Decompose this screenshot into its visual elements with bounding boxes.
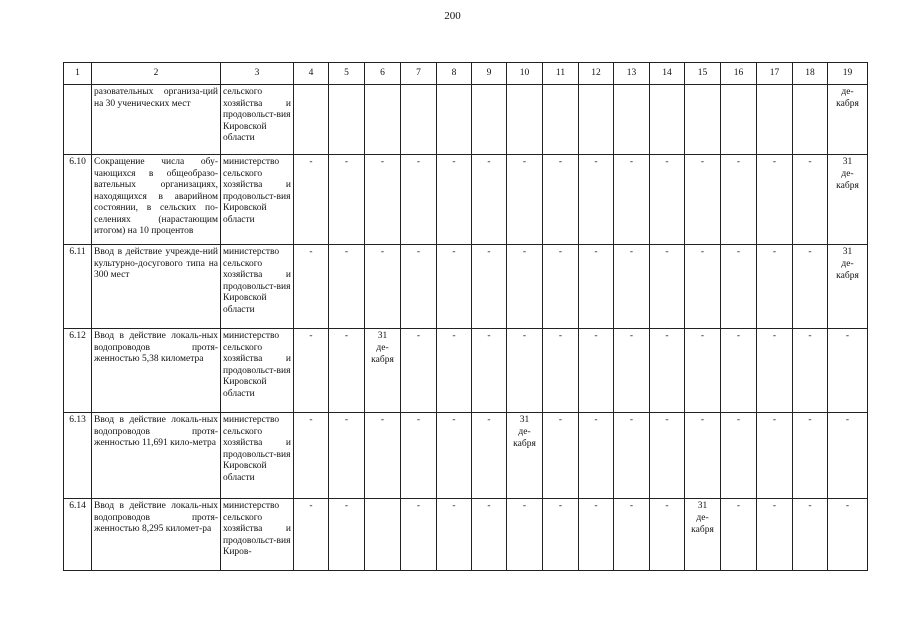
- period-cell-19: -: [828, 499, 868, 571]
- period-cell-18: -: [793, 499, 828, 571]
- period-cell-7: -: [401, 413, 437, 499]
- column-header-13: 13: [614, 63, 650, 85]
- column-header-15: 15: [685, 63, 721, 85]
- period-cell-15: [685, 499, 721, 571]
- period-cell-13: -: [614, 329, 650, 413]
- period-cell-14: -: [650, 155, 685, 245]
- period-cell-7: -: [401, 329, 437, 413]
- period-cell-9: -: [472, 499, 507, 571]
- deadline-text: кабря: [836, 98, 859, 109]
- period-cell-5: -: [329, 413, 365, 499]
- period-cell-10: -: [507, 499, 543, 571]
- period-cell-13: -: [614, 155, 650, 245]
- period-cell-10: [507, 413, 543, 499]
- column-header-8: 8: [437, 63, 472, 85]
- deadline-text: кабря: [691, 524, 714, 535]
- period-cell-13: -: [614, 413, 650, 499]
- period-cell-8: -: [437, 499, 472, 571]
- period-cell-14: -: [650, 245, 685, 329]
- period-cell-16: -: [721, 155, 757, 245]
- period-cell-9: [472, 85, 507, 155]
- period-cell-11: [543, 85, 579, 155]
- column-header-1: 1: [64, 63, 92, 85]
- column-header-3: 3: [221, 63, 294, 85]
- period-cell-8: -: [437, 329, 472, 413]
- row-number: 6.13: [64, 413, 92, 499]
- period-cell-5: -: [329, 329, 365, 413]
- period-cell-6: [365, 85, 401, 155]
- period-cell-16: -: [721, 499, 757, 571]
- table-row: [64, 499, 868, 571]
- period-cell-12: -: [579, 499, 614, 571]
- period-cell-9: -: [472, 245, 507, 329]
- deadline-text: де-: [376, 342, 389, 353]
- period-cell-15: -: [685, 245, 721, 329]
- period-cell-14: [650, 85, 685, 155]
- column-header-12: 12: [579, 63, 614, 85]
- table-row: [64, 413, 868, 499]
- period-cell-8: [437, 85, 472, 155]
- period-cell-4: -: [294, 413, 329, 499]
- activity-name: Ввод в действие локаль-ных водопроводов протя-женностью 5,38 километра: [92, 329, 221, 413]
- activity-name: Ввод в действие учрежде-ний культурно-досугового типа на 300 мест: [92, 245, 221, 329]
- period-cell-5: [329, 85, 365, 155]
- period-cell-13: [614, 85, 650, 155]
- row-number: [64, 85, 92, 155]
- period-cell-5: -: [329, 499, 365, 571]
- period-cell-9: -: [472, 329, 507, 413]
- deadline-text: де-: [841, 87, 854, 97]
- period-cell-11: -: [543, 329, 579, 413]
- period-cell-17: -: [757, 499, 793, 571]
- column-header-16: 16: [721, 63, 757, 85]
- table-row: [64, 85, 868, 155]
- period-cell-11: -: [543, 499, 579, 571]
- period-cell-15: [685, 85, 721, 155]
- deadline-text: 31: [842, 157, 853, 167]
- deadline-text: кабря: [371, 354, 394, 365]
- period-cell-4: -: [294, 329, 329, 413]
- activity-name: Ввод в действие локаль-ных водопроводов протя-женностью 11,691 кило-метра: [92, 413, 221, 499]
- period-cell-12: [579, 85, 614, 155]
- period-cell-12: -: [579, 245, 614, 329]
- deadline-text: кабря: [513, 438, 536, 449]
- period-cell-15: -: [685, 155, 721, 245]
- period-cell-12: -: [579, 413, 614, 499]
- period-cell-16: -: [721, 413, 757, 499]
- period-cell-18: -: [793, 155, 828, 245]
- period-cell-14: -: [650, 329, 685, 413]
- period-cell-16: -: [721, 245, 757, 329]
- period-cell-19: -: [828, 413, 868, 499]
- deadline-text: кабря: [836, 180, 859, 191]
- period-cell-7: [401, 85, 437, 155]
- period-cell-19: [828, 85, 868, 155]
- period-cell-12: -: [579, 329, 614, 413]
- row-number: 6.12: [64, 329, 92, 413]
- table-row: [64, 329, 868, 413]
- period-cell-7: -: [401, 499, 437, 571]
- deadline-text: кабря: [836, 270, 859, 281]
- period-cell-9: -: [472, 155, 507, 245]
- table-body: [64, 85, 868, 571]
- period-cell-4: -: [294, 155, 329, 245]
- deadline-text: 31: [519, 415, 530, 425]
- period-cell-19: -: [828, 329, 868, 413]
- deadline-text: де-: [518, 426, 531, 437]
- period-cell-11: -: [543, 245, 579, 329]
- period-cell-11: -: [543, 413, 579, 499]
- period-cell-17: [757, 85, 793, 155]
- period-cell-18: -: [793, 329, 828, 413]
- table-row: [64, 245, 868, 329]
- activity-name: Ввод в действие локаль-ных водопроводов протя-женностью 8,295 километ-ра: [92, 499, 221, 571]
- table-row: [64, 155, 868, 245]
- period-cell-10: -: [507, 245, 543, 329]
- activity-name: Сокращение числа обу-чающихся в общеобразо-вательных организациях, находящихся в аварийном состоянии, в сельских по-селениях (нарастающим итогом) на 10 процентов: [92, 155, 221, 245]
- deadline-text: 31: [842, 247, 853, 257]
- deadline-text: де-: [841, 258, 854, 269]
- period-cell-11: -: [543, 155, 579, 245]
- column-header-2: 2: [92, 63, 221, 85]
- executor: министерство сельского хозяйства и продовольст-вия Киров-: [221, 499, 294, 571]
- executor: министерство сельского хозяйства и продовольст-вия Кировской области: [221, 155, 294, 245]
- column-header-19: 19: [828, 63, 868, 85]
- period-cell-7: -: [401, 245, 437, 329]
- executor: сельского хозяйства и продовольст-вия Кировской области: [221, 85, 294, 155]
- period-cell-8: -: [437, 155, 472, 245]
- period-cell-14: -: [650, 499, 685, 571]
- period-cell-10: -: [507, 155, 543, 245]
- period-cell-5: -: [329, 155, 365, 245]
- period-cell-13: -: [614, 499, 650, 571]
- deadline-text: де-: [841, 168, 854, 179]
- period-cell-4: -: [294, 499, 329, 571]
- period-cell-16: [721, 85, 757, 155]
- period-cell-10: -: [507, 329, 543, 413]
- period-cell-6: -: [365, 155, 401, 245]
- schedule-table: [63, 62, 868, 571]
- period-cell-18: -: [793, 245, 828, 329]
- period-cell-16: -: [721, 329, 757, 413]
- row-number: 6.14: [64, 499, 92, 571]
- column-header-5: 5: [329, 63, 365, 85]
- period-cell-19: [828, 245, 868, 329]
- deadline-text: 31: [697, 501, 708, 511]
- table-header-row: [64, 63, 868, 85]
- column-header-11: 11: [543, 63, 579, 85]
- column-header-6: 6: [365, 63, 401, 85]
- period-cell-17: -: [757, 245, 793, 329]
- column-header-4: 4: [294, 63, 329, 85]
- period-cell-6: [365, 499, 401, 571]
- period-cell-6: -: [365, 413, 401, 499]
- deadline-text: де-: [696, 512, 709, 523]
- period-cell-18: -: [793, 413, 828, 499]
- row-number: 6.10: [64, 155, 92, 245]
- period-cell-15: -: [685, 329, 721, 413]
- column-header-9: 9: [472, 63, 507, 85]
- row-number: 6.11: [64, 245, 92, 329]
- period-cell-4: [294, 85, 329, 155]
- column-header-18: 18: [793, 63, 828, 85]
- activity-name: разовательных организа-ций на 30 ученических мест: [92, 85, 221, 155]
- period-cell-8: -: [437, 413, 472, 499]
- period-cell-19: [828, 155, 868, 245]
- period-cell-14: -: [650, 413, 685, 499]
- period-cell-13: -: [614, 245, 650, 329]
- executor: министерство сельского хозяйства и продовольст-вия Кировской области: [221, 329, 294, 413]
- period-cell-6: -: [365, 245, 401, 329]
- column-header-7: 7: [401, 63, 437, 85]
- column-header-14: 14: [650, 63, 685, 85]
- period-cell-5: -: [329, 245, 365, 329]
- deadline-text: 31: [377, 331, 388, 341]
- period-cell-18: [793, 85, 828, 155]
- column-header-17: 17: [757, 63, 793, 85]
- column-header-10: 10: [507, 63, 543, 85]
- period-cell-12: -: [579, 155, 614, 245]
- executor: министерство сельского хозяйства и продовольст-вия Кировской области: [221, 413, 294, 499]
- period-cell-15: -: [685, 413, 721, 499]
- page-number: 200: [444, 10, 461, 22]
- period-cell-6: [365, 329, 401, 413]
- period-cell-10: [507, 85, 543, 155]
- period-cell-7: -: [401, 155, 437, 245]
- period-cell-17: -: [757, 413, 793, 499]
- period-cell-8: -: [437, 245, 472, 329]
- period-cell-17: -: [757, 329, 793, 413]
- period-cell-4: -: [294, 245, 329, 329]
- executor: министерство сельского хозяйства и продовольст-вия Кировской области: [221, 245, 294, 329]
- period-cell-9: -: [472, 413, 507, 499]
- period-cell-17: -: [757, 155, 793, 245]
